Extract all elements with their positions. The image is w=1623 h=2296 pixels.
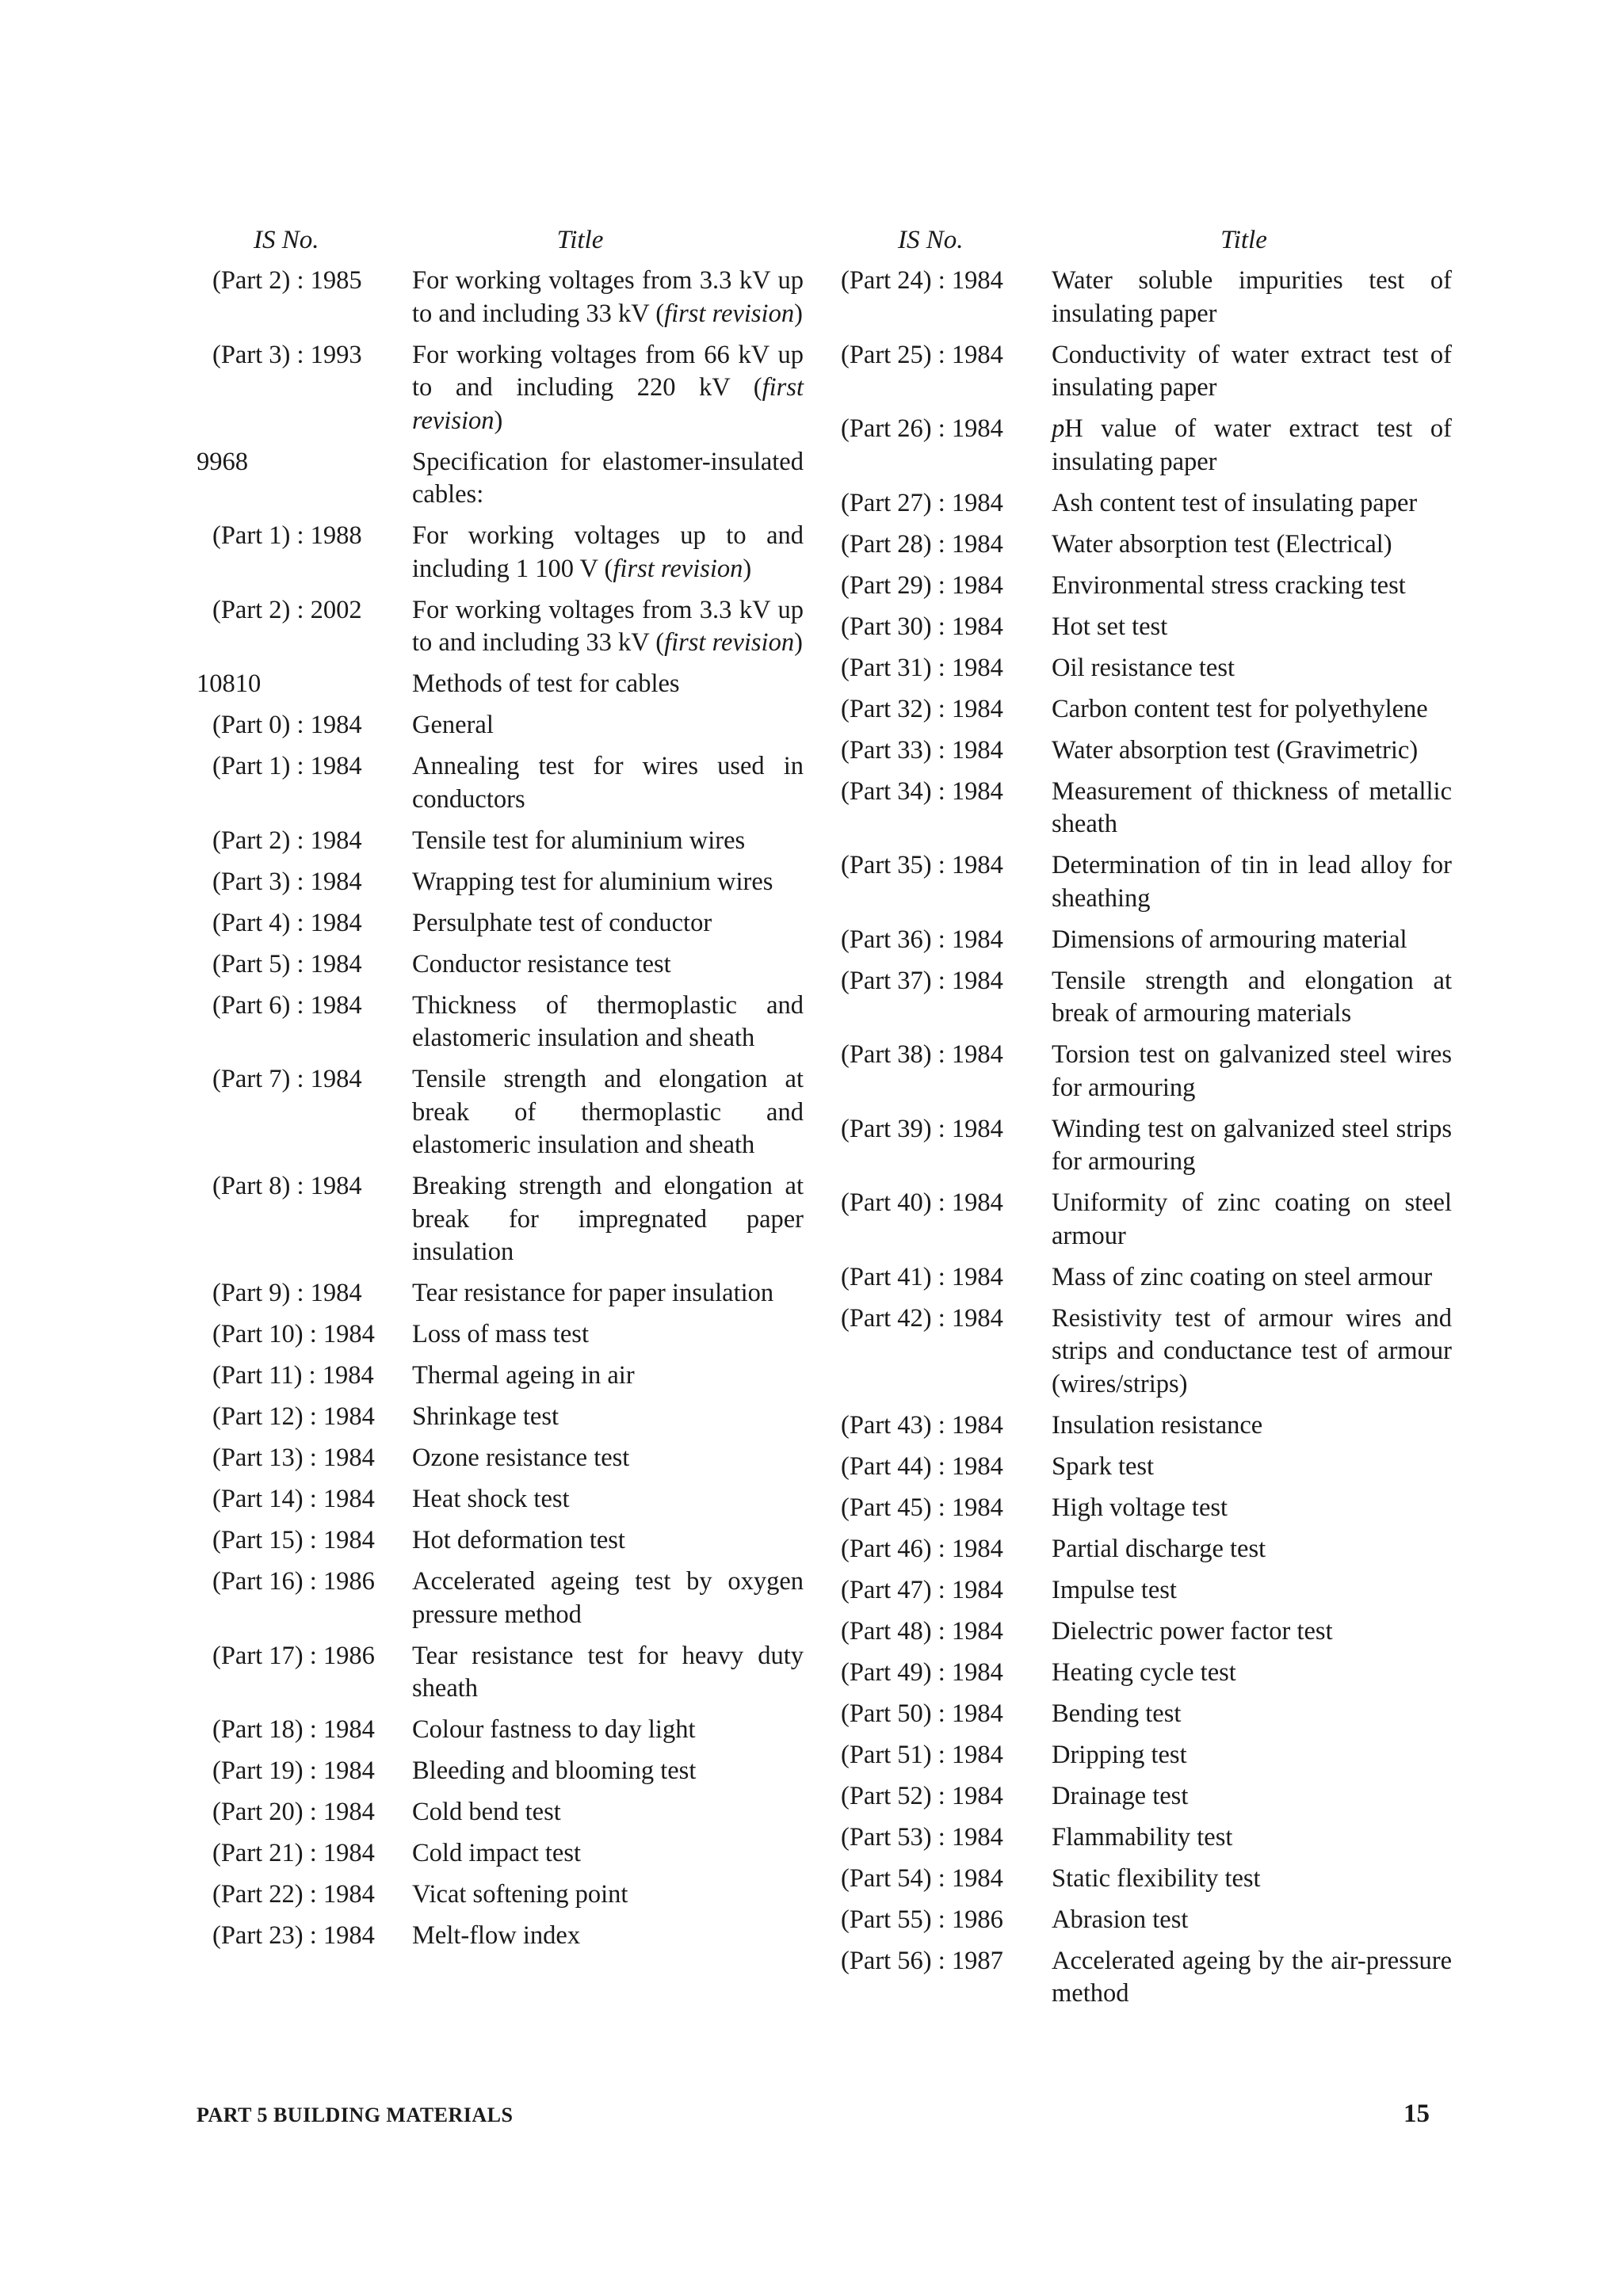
is-number: (Part 10) : 1984 [212, 1320, 375, 1348]
standard-title [412, 1714, 804, 1747]
table-row [197, 1318, 804, 1352]
standard-title [1052, 1657, 1452, 1690]
is-number: (Part 16) : 1986 [212, 1567, 375, 1596]
title-text: Vicat softening point [412, 1880, 628, 1909]
is-number: (Part 24) : 1984 [841, 266, 1003, 295]
page-footer [197, 2100, 1430, 2129]
title-text: Specification for elastomer-insulated cables: [412, 447, 804, 509]
is-number: (Part 37) : 1984 [841, 966, 1003, 995]
title-text: Thermal ageing in air [412, 1361, 635, 1390]
title-text: For working voltages up to and including 1 100 V ( [412, 521, 804, 583]
standard-title [412, 1063, 804, 1162]
standard-title [412, 1483, 804, 1516]
table-row [197, 866, 804, 899]
is-number: (Part 45) : 1984 [841, 1493, 1003, 1522]
is-number: (Part 23) : 1984 [212, 1921, 375, 1950]
table-row [841, 487, 1452, 521]
standard-title [1052, 1492, 1452, 1525]
standard-title [412, 825, 804, 858]
is-number: (Part 2) : 2002 [212, 595, 362, 624]
table-row [197, 1483, 804, 1516]
is-number: (Part 2) : 1984 [212, 826, 362, 855]
standard-title [412, 750, 804, 816]
standard-title [412, 907, 804, 940]
is-number: (Part 4) : 1984 [212, 908, 362, 937]
table-row [841, 734, 1452, 768]
title-text: Tensile strength and elongation at break of thermoplastic and elastomeric insulation and sheath [412, 1065, 804, 1159]
revision-note: first revision [613, 554, 743, 583]
is-number: (Part 8) : 1984 [212, 1172, 362, 1200]
standard-title [412, 1640, 804, 1706]
title-text: Wrapping test for aluminium wires [412, 867, 773, 896]
title-tail: ) [494, 406, 503, 435]
standard-title [1052, 339, 1452, 405]
standard-title [1052, 1261, 1452, 1295]
table-row [841, 339, 1452, 405]
table-row [841, 965, 1452, 1031]
is-number: (Part 1) : 1984 [212, 752, 362, 780]
standard-title [1052, 611, 1452, 644]
table-row [841, 1113, 1452, 1179]
table-row [197, 1360, 804, 1393]
standard-title [1052, 265, 1452, 330]
standard-title [1052, 1739, 1452, 1772]
table-row [197, 1796, 804, 1829]
standard-title [1052, 570, 1452, 603]
is-number: (Part 0) : 1984 [212, 711, 362, 739]
standard-title [1052, 776, 1452, 841]
table-row [841, 1615, 1452, 1649]
standard-title [1052, 849, 1452, 915]
title-text: Water absorption test (Gravimetric) [1052, 735, 1419, 765]
is-number: (Part 5) : 1984 [212, 949, 362, 978]
is-number: (Part 34) : 1984 [841, 776, 1003, 806]
title-text: Drainage test [1052, 1781, 1189, 1810]
is-number: (Part 27) : 1984 [841, 488, 1003, 517]
is-number: (Part 25) : 1984 [841, 340, 1003, 369]
title-text: Annealing test for wires used in conductors [412, 752, 804, 814]
is-number: (Part 47) : 1984 [841, 1575, 1003, 1604]
standard-title [412, 1796, 804, 1829]
is-number: 10810 [197, 669, 262, 698]
table-row [197, 446, 804, 512]
standard-title [1052, 965, 1452, 1031]
standard-title [412, 866, 804, 899]
table-row [841, 1698, 1452, 1731]
table-row [841, 776, 1452, 841]
table-row [197, 1401, 804, 1434]
table-row [197, 750, 804, 816]
table-row [197, 1714, 804, 1747]
is-number: (Part 13) : 1984 [212, 1444, 375, 1472]
title-text: Determination of tin in lead alloy for sheathing [1052, 851, 1452, 913]
is-number: (Part 48) : 1984 [841, 1616, 1003, 1646]
is-number: (Part 18) : 1984 [212, 1715, 375, 1744]
table-row [197, 1277, 804, 1310]
table-row [841, 1409, 1452, 1443]
standard-title [412, 1277, 804, 1310]
table-row [197, 1878, 804, 1912]
is-number: (Part 39) : 1984 [841, 1114, 1003, 1143]
table-row [197, 825, 804, 858]
title-text: General [412, 711, 494, 739]
table-row [841, 1039, 1452, 1104]
standard-title [1052, 1302, 1452, 1402]
table-row [841, 611, 1452, 644]
title-text: Ash content test of insulating paper [1052, 488, 1418, 517]
standard-title [1052, 1863, 1452, 1896]
title-text: Abrasion test [1052, 1905, 1189, 1934]
standard-title [1052, 413, 1452, 479]
title-italic-prefix: p [1052, 414, 1065, 443]
is-number: (Part 51) : 1984 [841, 1740, 1003, 1769]
is-number: (Part 15) : 1984 [212, 1526, 375, 1554]
standard-title [1052, 652, 1452, 685]
table-row [841, 1302, 1452, 1402]
title-text: Dripping test [1052, 1740, 1187, 1769]
table-row [197, 1755, 804, 1788]
is-number: (Part 9) : 1984 [212, 1279, 362, 1307]
title-text: Dielectric power factor test [1052, 1616, 1333, 1646]
table-row [841, 265, 1452, 330]
table-row [197, 594, 804, 660]
standard-title [412, 446, 804, 512]
table-row [197, 1837, 804, 1871]
table-row [841, 570, 1452, 603]
standard-title [1052, 1451, 1452, 1484]
table-row [841, 1533, 1452, 1566]
is-number: (Part 56) : 1987 [841, 1946, 1003, 1975]
table-row [197, 1920, 804, 1953]
table-row [197, 265, 804, 330]
table-row [841, 1945, 1452, 2011]
standard-title [1052, 924, 1452, 957]
is-number: (Part 41) : 1984 [841, 1262, 1003, 1291]
is-number: (Part 38) : 1984 [841, 1040, 1003, 1069]
is-number: (Part 6) : 1984 [212, 990, 362, 1020]
is-number: (Part 20) : 1984 [212, 1798, 375, 1826]
table-row [197, 1566, 804, 1631]
title-text: Tear resistance for paper insulation [412, 1279, 774, 1307]
is-number: (Part 3) : 1993 [212, 340, 362, 369]
title-text: Loss of mass test [412, 1320, 589, 1348]
title-text: Accelerated ageing test by oxygen pressure method [412, 1567, 804, 1629]
standard-title [412, 265, 804, 330]
table-row [841, 652, 1452, 685]
title-text: For working voltages from 66 kV up to and including 220 kV ( [412, 340, 804, 402]
title-tail: ) [794, 299, 803, 328]
standard-title [412, 1524, 804, 1558]
title-text: Hot deformation test [412, 1526, 625, 1554]
standard-title [412, 339, 804, 438]
is-number: (Part 3) : 1984 [212, 867, 362, 896]
table-row [197, 339, 804, 438]
title-text: Measurement of thickness of metallic sheath [1052, 776, 1452, 838]
standard-title [1052, 1698, 1452, 1731]
is-number: (Part 7) : 1984 [212, 1065, 362, 1093]
table-row [841, 1187, 1452, 1253]
title-text: H value of water extract test of insulating paper [1052, 414, 1452, 476]
table-row [841, 528, 1452, 562]
is-number: (Part 12) : 1984 [212, 1402, 375, 1431]
standard-title [412, 1755, 804, 1788]
is-number: (Part 43) : 1984 [841, 1410, 1003, 1440]
standard-title [1052, 1904, 1452, 1937]
title-text: Conductivity of water extract test of insulating paper [1052, 340, 1452, 402]
header-title: Title [556, 226, 604, 254]
standard-title [1052, 1821, 1452, 1855]
table-row [841, 1574, 1452, 1608]
table-row [197, 1442, 804, 1475]
left-rows [197, 265, 804, 1953]
standard-title [1052, 1945, 1452, 2011]
is-number: (Part 29) : 1984 [841, 570, 1003, 600]
is-number: (Part 33) : 1984 [841, 735, 1003, 765]
table-row [841, 1821, 1452, 1855]
table-row [841, 1657, 1452, 1690]
title-text: Colour fastness to day light [412, 1715, 696, 1744]
is-number: (Part 35) : 1984 [841, 851, 1003, 879]
title-text: Impulse test [1052, 1575, 1177, 1604]
standard-title [1052, 528, 1452, 562]
title-text: Persulphate test of conductor [412, 908, 712, 937]
standard-title [412, 1837, 804, 1871]
table-row [197, 907, 804, 940]
is-number: (Part 32) : 1984 [841, 694, 1003, 723]
is-number: (Part 44) : 1984 [841, 1451, 1003, 1481]
standard-title [412, 1566, 804, 1631]
title-text: Hot set test [1052, 612, 1168, 641]
table-row [841, 413, 1452, 479]
right-rows [841, 265, 1452, 2011]
title-text: Water soluble impurities test of insulating paper [1052, 266, 1452, 328]
table-row [197, 990, 804, 1055]
footer-section: PART 5 BUILDING MATERIALS [197, 2103, 514, 2126]
title-text: Melt-flow index [412, 1921, 581, 1950]
is-number: (Part 19) : 1984 [212, 1756, 375, 1785]
table-row [197, 1640, 804, 1706]
title-text: Thickness of thermoplastic and elastomeric insulation and sheath [412, 990, 804, 1052]
title-text: Mass of zinc coating on steel armour [1052, 1262, 1433, 1291]
title-tail: ) [743, 554, 752, 583]
table-row [841, 1261, 1452, 1295]
table-row [841, 693, 1452, 727]
table-row [841, 1492, 1452, 1525]
table-row [841, 924, 1452, 957]
standard-title [412, 1360, 804, 1393]
title-text: Carbon content test for polyethylene [1052, 694, 1428, 723]
is-number: (Part 26) : 1984 [841, 414, 1003, 443]
is-number: (Part 14) : 1984 [212, 1485, 375, 1513]
revision-note: first revision [412, 373, 804, 435]
title-text: Heating cycle test [1052, 1657, 1236, 1687]
column-header [197, 223, 804, 257]
header-is-no: IS No. [254, 226, 319, 254]
standard-title [412, 520, 804, 585]
standard-title [412, 1170, 804, 1269]
is-number: (Part 22) : 1984 [212, 1880, 375, 1909]
column-header [841, 223, 1452, 257]
is-number: (Part 42) : 1984 [841, 1303, 1003, 1333]
page-number: 15 [1403, 2100, 1430, 2128]
title-text: Bleeding and blooming test [412, 1756, 697, 1785]
is-number: (Part 17) : 1986 [212, 1641, 375, 1670]
standard-title [1052, 1187, 1452, 1253]
table-row [841, 849, 1452, 915]
is-number: (Part 31) : 1984 [841, 653, 1003, 682]
title-text: High voltage test [1052, 1493, 1228, 1522]
title-text: Tensile strength and elongation at break of armouring materials [1052, 966, 1452, 1028]
table-row [197, 1524, 804, 1558]
title-text: Tensile test for aluminium wires [412, 826, 746, 855]
standard-title [1052, 1533, 1452, 1566]
title-text: Breaking strength and elongation at break for impregnated paper insulation [412, 1172, 804, 1266]
title-text: Partial discharge test [1052, 1534, 1266, 1563]
title-text: Oil resistance test [1052, 653, 1235, 682]
title-text: Environmental stress cracking test [1052, 570, 1406, 600]
title-text: Bending test [1052, 1699, 1182, 1728]
is-number: (Part 1) : 1988 [212, 521, 362, 550]
is-number: (Part 49) : 1984 [841, 1657, 1003, 1687]
standard-title [412, 1401, 804, 1434]
table-row [197, 668, 804, 701]
standard-title [412, 1878, 804, 1912]
standard-title [1052, 1409, 1452, 1443]
standard-title [412, 990, 804, 1055]
is-number: (Part 2) : 1985 [212, 266, 362, 295]
standard-title [412, 668, 804, 701]
is-number: (Part 21) : 1984 [212, 1839, 375, 1867]
title-text: Tear resistance test for heavy duty sheath [412, 1641, 804, 1703]
standard-title [412, 1318, 804, 1352]
is-number: (Part 28) : 1984 [841, 529, 1003, 559]
table-row [197, 709, 804, 742]
right-column [841, 223, 1452, 2019]
left-column [197, 223, 804, 1961]
standard-title [1052, 1574, 1452, 1608]
standard-title [1052, 1615, 1452, 1649]
header-title: Title [1220, 226, 1267, 254]
revision-note: first revision [664, 628, 795, 657]
revision-note: first revision [664, 299, 795, 328]
title-text: Accelerated ageing by the air-pressure method [1052, 1946, 1452, 2008]
standard-title [412, 1442, 804, 1475]
is-number: (Part 30) : 1984 [841, 612, 1003, 641]
title-text: Conductor resistance test [412, 949, 671, 978]
title-text: Resistivity test of armour wires and strips and conductance test of armour (wires/strips) [1052, 1303, 1452, 1398]
standard-title [1052, 1039, 1452, 1104]
standard-title [1052, 1780, 1452, 1814]
title-text: Cold bend test [412, 1798, 561, 1826]
table-row [841, 1780, 1452, 1814]
title-text: Spark test [1052, 1451, 1155, 1481]
standard-title [412, 594, 804, 660]
standard-title [412, 948, 804, 982]
standard-title [1052, 487, 1452, 521]
standard-title [1052, 693, 1452, 727]
is-number: 9968 [197, 447, 248, 476]
title-text: Static flexibility test [1052, 1863, 1261, 1893]
is-number: (Part 36) : 1984 [841, 925, 1003, 954]
title-text: Dimensions of armouring material [1052, 925, 1407, 954]
table-row [841, 1739, 1452, 1772]
is-number: (Part 46) : 1984 [841, 1534, 1003, 1563]
is-number: (Part 53) : 1984 [841, 1822, 1003, 1852]
title-text: Winding test on galvanized steel strips for armouring [1052, 1114, 1452, 1176]
title-text: For working voltages from 3.3 kV up to and including 33 kV ( [412, 266, 804, 328]
table-row [197, 1063, 804, 1162]
title-text: Cold impact test [412, 1839, 582, 1867]
standard-title [1052, 1113, 1452, 1179]
table-row [841, 1904, 1452, 1937]
table-row [197, 520, 804, 585]
title-tail: ) [794, 628, 803, 657]
is-number: (Part 40) : 1984 [841, 1188, 1003, 1217]
title-text: Water absorption test (Electrical) [1052, 529, 1392, 559]
title-text: For working voltages from 3.3 kV up to and including 33 kV ( [412, 595, 804, 657]
is-number: (Part 11) : 1984 [212, 1361, 374, 1390]
standard-title [412, 709, 804, 742]
header-is-no: IS No. [898, 226, 964, 254]
title-text: Methods of test for cables [412, 669, 680, 698]
title-text: Insulation resistance [1052, 1410, 1263, 1440]
title-text: Flammability test [1052, 1822, 1233, 1852]
title-text: Heat shock test [412, 1485, 570, 1513]
standard-title [1052, 734, 1452, 768]
table-row [841, 1863, 1452, 1896]
standard-title [412, 1920, 804, 1953]
title-text: Shrinkage test [412, 1402, 559, 1431]
is-number: (Part 54) : 1984 [841, 1863, 1003, 1893]
is-number: (Part 55) : 1986 [841, 1905, 1003, 1934]
title-text: Uniformity of zinc coating on steel armour [1052, 1188, 1452, 1250]
is-number: (Part 52) : 1984 [841, 1781, 1003, 1810]
title-text: Ozone resistance test [412, 1444, 630, 1472]
table-row [841, 1451, 1452, 1484]
table-row [197, 1170, 804, 1269]
table-row [197, 948, 804, 982]
is-number: (Part 50) : 1984 [841, 1699, 1003, 1728]
title-text: Torsion test on galvanized steel wires for armouring [1052, 1040, 1452, 1102]
